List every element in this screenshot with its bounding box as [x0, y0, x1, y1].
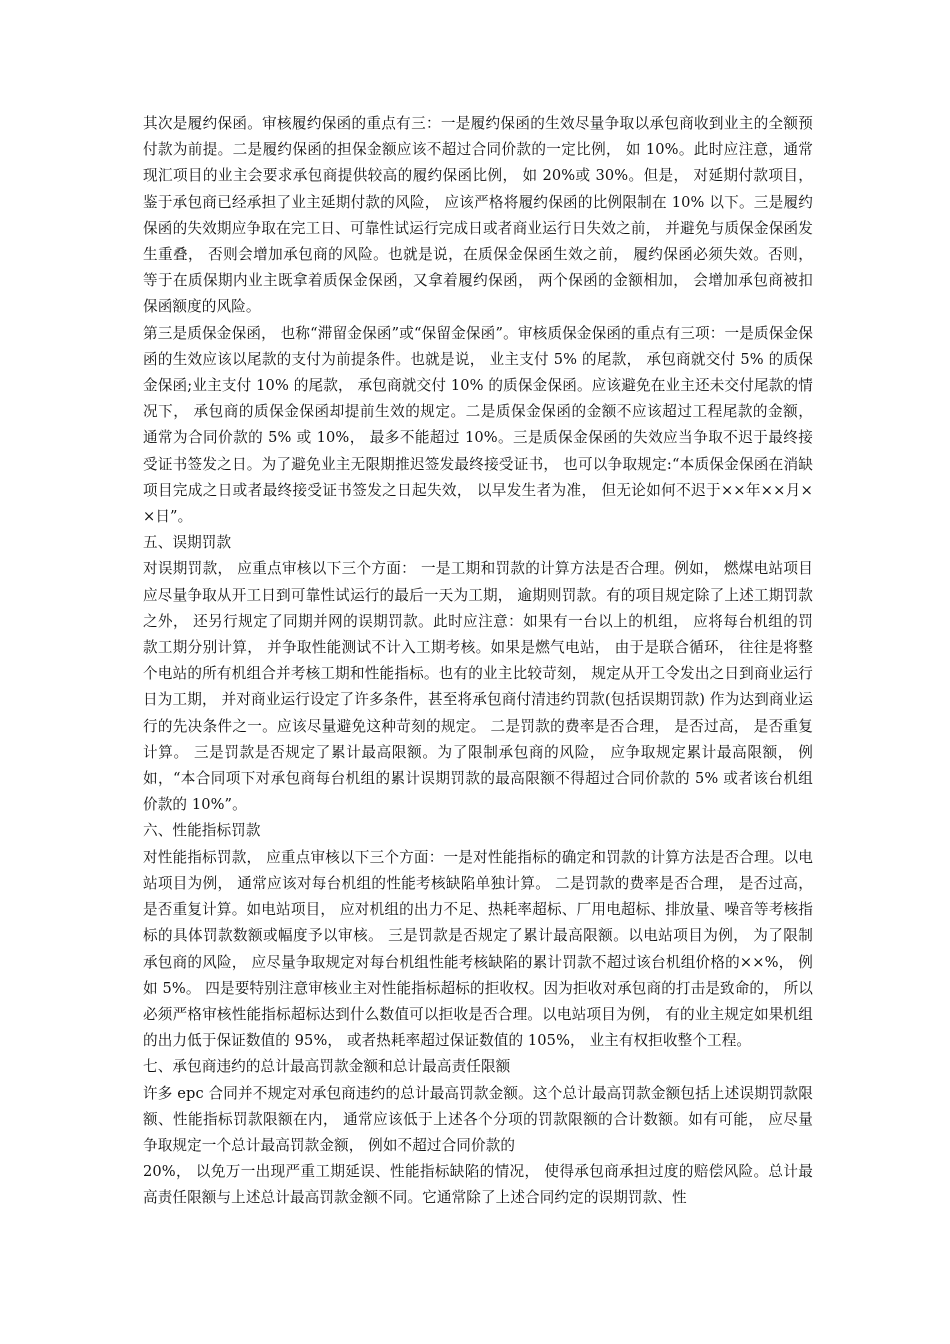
paragraph-performance-penalty: 对性能指标罚款， 应重点审核以下三个方面：一是对性能指标的确定和罚款的计算方法是否合理。以电站项目为例， 通常应该对每台机组的性能考核缺陷单独计算。 二是罚款的费率是否合理， 是否过高， 是否重复计算。如电站项目， 应对机组的出力不足、热耗率超标、厂用电超标、排放量、噪音等考核指标的具体罚款数额或幅度予以审核。 三是罚款是否规定了累计最高限额。以电站项目为例， 为了限制承包商的风险， 应尽量争取规定对每台机组性能考核缺陷的累计罚款不超过该台机组价格的××%， 例如 5%。 四是要特别注意审核业主对性能指标超标的拒收权。因为拒收对承包商的打击是致命的， 所以必须严格审核性能指标超标达到什么数值可以拒收是否合理。以电站项目为例， 有的业主规定如果机组的出力低于保证数值的 95%， 或者热耗率超过保证数值的 105%， 业主有权拒收整个工程。 [143, 848, 813, 1050]
paragraph-retention-bond: 第三是质保金保函， 也称“滞留金保函”或“保留金保函”。审核质保金保函的重点有三项：一是质保金保函的生效应该以尾款的支付为前提条件。也就是说， 业主支付 5% 的尾款， 承包商就交付 5% 的质保金保函;业主支付 10% 的尾款， 承包商就交付 10% 的质保金保函。应该避免在业主还未交付尾款的情况下， 承包商的质保金保函却提前生效的规定。二是质保金保函的金额不应该超过工程尾款的金额， 通常为合同价款的 5% 或 10%， 最多不能超过 10%。三是质保金保函的失效应当争取不迟于最终接受证书签发之日。为了避免业主无限期推迟签发最终接受证书， 也可以争取规定:“本质保金保函在消缺项目完成之日或者最终接受证书签发之日起失效， 以早发生者为准， 但无论如何不迟于××年××月××日”。 [143, 324, 813, 526]
paragraph-total-liability-1: 许多 epc 合同并不规定对承包商违约的总计最高罚款金额。这个总计最高罚款金额包括上述误期罚款限额、性能指标罚款限额在内， 通常应该低于上述各个分项的罚款限额的合计数额。如有可能， 应尽量争取规定一个总计最高罚款金额， 例如不超过合同价款的 [143, 1084, 813, 1154]
paragraph-performance-bond: 其次是履约保函。审核履约保函的重点有三：一是履约保函的生效尽量争取以承包商收到业主的全额预付款为前提。二是履约保函的担保金额应该不超过合同价款的一定比例， 如 10%。此时应注意，通常现汇项目的业主会要求承包商提供较高的履约保函比例， 如 20%或 30%。但是， 对延期付款项目， 鉴于承包商已经承担了业主延期付款的风险， 应该严格将履约保函的比例限制在 10% 以下。三是履约保函的失效期应争取在完工日、可靠性试运行完成日或者商业运行日失效之前， 并避免与质保金保函发生重叠， 否则会增加承包商的风险。也就是说，在质保金保函生效之前， 履约保函必须失效。否则， 等于在质保期内业主既拿着质保金保函，又拿着履约保函， 两个保函的金额相加， 会增加承包商被扣保函额度的风险。 [143, 115, 813, 316]
heading-performance-penalty: 六、性能指标罚款 [143, 822, 261, 840]
heading-delay-penalty: 五、误期罚款 [143, 534, 232, 552]
heading-total-liability: 七、承包商违约的总计最高罚款金额和总计最高责任限额 [143, 1058, 511, 1076]
paragraph-total-liability-2: 20%， 以免万一出现严重工期延误、性能指标缺陷的情况， 使得承包商承担过度的赔偿风险。总计最高责任限额与上述总计最高罚款金额不同。它通常除了上述合同约定的误期罚款、性 [143, 1163, 813, 1207]
document-page [143, 111, 813, 1212]
paragraph-delay-penalty: 对误期罚款， 应重点审核以下三个方面： 一是工期和罚款的计算方法是否合理。例如， 燃煤电站项目应尽量争取从开工日到可靠性试运行的最后一天为工期， 逾期则罚款。有的项目规定除了上述工期罚款之外， 还另行规定了同期并网的误期罚款。此时应注意：如果有一台以上的机组， 应将每台机组的罚款工期分别计算， 并争取性能测试不计入工期考核。如果是燃气电站， 由于是联合循环， 往往是将整个电站的所有机组合并考核工期和性能指标。也有的业主比较苛刻， 规定从开工令发出之日到商业运行日为工期， 并对商业运行设定了许多条件，甚至将承包商付清违约罚款(包括误期罚款) 作为达到商业运行的先决条件之一。应该尽量避免这种苛刻的规定。 二是罚款的费率是否合理， 是否过高， 是否重复计算。 三是罚款是否规定了累计最高限额。为了限制承包商的风险， 应争取规定累计最高限额， 例如，“本合同项下对承包商每台机组的累计误期罚款的最高限额不得超过合同价款的 5% 或者该台机组价款的 10%”。 [143, 560, 813, 814]
